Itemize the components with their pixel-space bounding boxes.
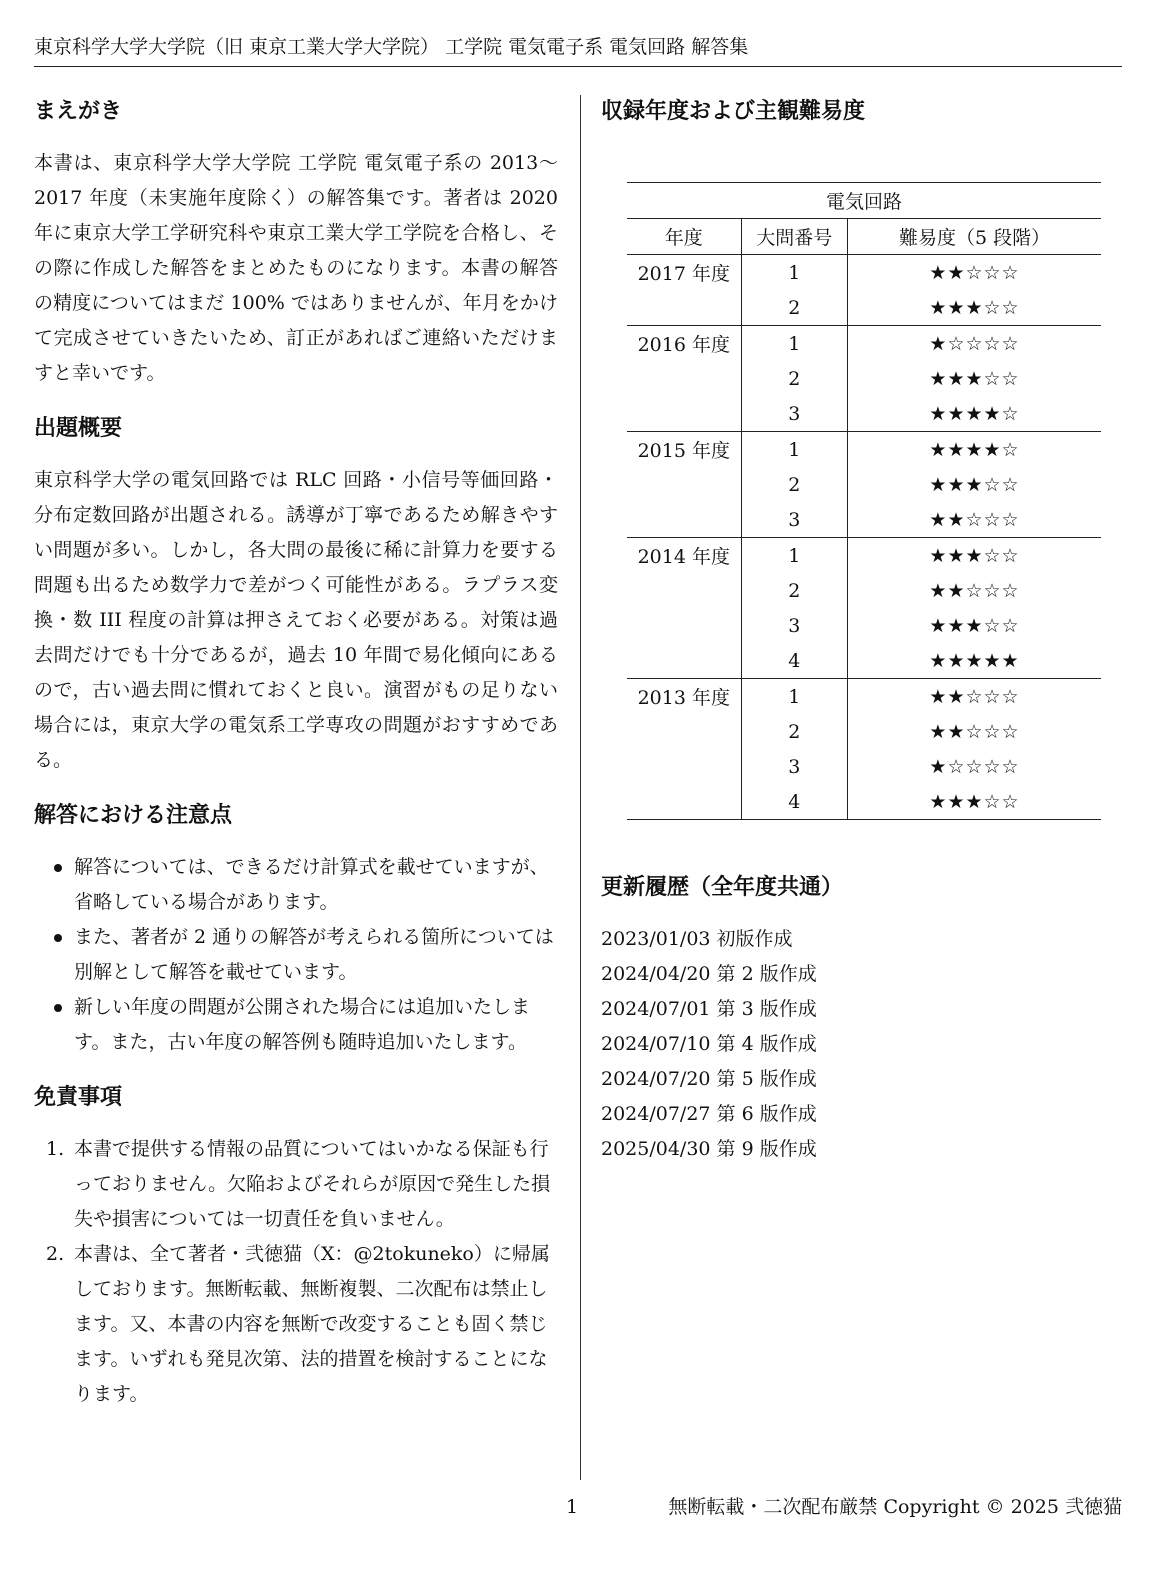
number-cell: 1	[741, 432, 847, 468]
number-cell: 3	[741, 502, 847, 538]
table-row	[627, 326, 1101, 362]
star-rating: ★★★★★	[848, 643, 1101, 679]
table-row	[627, 502, 1101, 538]
table-row	[627, 361, 1101, 396]
list-item	[34, 1132, 558, 1237]
table-row	[627, 608, 1101, 643]
history-list	[601, 922, 1121, 1167]
year-cell	[627, 502, 741, 538]
note-text: 新しい年度の問題が公開された場合には追加いたします。また，古い年度の解答例も随時追加いたします。	[74, 996, 531, 1053]
preface-text: 本書は、東京科学大学大学院 工学院 電気電子系の 2013〜2017 年度（未実施年度除く）の解答集です。著者は 2020 年に東京大学工学研究科や東京工業大学工学院を合格し、その際に作成した解答をまとめたものになります。本書の解答の精度についてはまだ 100% ではありませんが、年月をかけて完成させていきたいため、訂正があればご連絡いただけますと幸いです。	[34, 152, 558, 384]
list-item: 2024/07/20 第 5 版作成	[601, 1068, 817, 1090]
number-cell: 1	[741, 255, 847, 291]
number-cell: 3	[741, 396, 847, 432]
overview-heading: 出題概要	[34, 416, 123, 441]
table-caption: 電気回路	[627, 183, 1101, 219]
number-cell: 2	[741, 467, 847, 502]
number-cell: 4	[741, 784, 847, 820]
preface-heading: まえがき	[34, 99, 123, 124]
year-cell: 2015 年度	[627, 432, 741, 468]
difficulty-table	[627, 182, 1101, 820]
star-rating: ★★☆☆☆	[848, 502, 1101, 538]
list-item	[34, 920, 558, 990]
year-cell: 2014 年度	[627, 538, 741, 574]
item-number: 1.	[46, 1138, 65, 1160]
year-cell	[627, 784, 741, 820]
star-rating: ★★☆☆☆	[929, 579, 1020, 602]
star-rating: ★★★☆☆	[929, 544, 1020, 567]
number-cell: 2	[741, 290, 847, 326]
list-item	[34, 1237, 558, 1412]
list-item: 2024/07/10 第 4 版作成	[601, 1033, 817, 1055]
note-text: 解答については、できるだけ計算式を載せていますが、省略している場合があります。	[74, 856, 549, 913]
year-cell: 2013 年度	[627, 679, 741, 715]
right-column	[601, 92, 1121, 1167]
star-rating: ★★☆☆☆	[929, 720, 1020, 743]
left-column	[34, 92, 558, 1412]
bullet-icon	[54, 1004, 62, 1012]
year-cell: 2017 年度	[627, 255, 741, 291]
table-row	[627, 467, 1101, 502]
disclaimer-text: 本書で提供する情報の品質についてはいかなる保証も行っておりません。欠陥およびそれらが原因で発生した損失や損害については一切責任を負いません。	[74, 1138, 551, 1230]
number-cell: 1	[741, 326, 847, 362]
year-cell	[627, 396, 741, 432]
notes-list	[34, 850, 558, 1060]
table-row	[627, 396, 1101, 432]
page-header: 東京科学大学大学院（旧 東京工業大学大学院） 工学院 電気電子系 電気回路 解答集	[34, 34, 1122, 67]
column-divider	[580, 95, 581, 1480]
year-cell	[627, 467, 741, 502]
difficulty-heading: 収録年度および主観難易度	[601, 99, 866, 124]
list-item	[34, 850, 558, 920]
note-text: また、著者が 2 通りの解答が考えられる箇所については別解として解答を載せています。	[74, 926, 554, 983]
list-item: 2024/04/20 第 2 版作成	[601, 963, 817, 985]
table-row	[627, 290, 1101, 326]
star-rating: ★☆☆☆☆	[929, 332, 1020, 355]
table-row	[627, 784, 1101, 820]
table-row	[627, 714, 1101, 749]
list-item	[34, 990, 558, 1060]
year-cell	[627, 749, 741, 784]
star-rating: ★★★☆☆	[929, 614, 1020, 637]
list-item: 2025/04/30 第 9 版作成	[601, 1138, 817, 1160]
bullet-icon	[54, 864, 62, 872]
disclaimer-list	[34, 1132, 558, 1412]
page-number: 1	[566, 1496, 579, 1518]
table-row	[627, 573, 1101, 608]
star-rating: ★★★☆☆	[929, 473, 1020, 496]
star-rating: ★★☆☆☆	[929, 685, 1020, 708]
star-rating: ★☆☆☆☆	[929, 755, 1020, 778]
item-number: 2.	[46, 1243, 65, 1265]
disclaimer-text: 本書は、全て著者・弐徳猫（X：@2tokuneko）に帰属しております。無断転載、無断複製、二次配布は禁止します。又、本書の内容を無断で改変することも固く禁じます。いずれも発見次第、法的措置を検討することになります。	[74, 1243, 550, 1405]
table-row	[627, 749, 1101, 784]
number-cell: 2	[741, 714, 847, 749]
list-item: 2024/07/27 第 6 版作成	[601, 1103, 817, 1125]
bullet-icon	[54, 934, 62, 942]
number-cell: 2	[741, 573, 847, 608]
star-rating: ★★★★☆	[848, 396, 1101, 432]
table-row	[627, 255, 1101, 291]
number-cell: 1	[741, 679, 847, 715]
disclaimer-heading: 免責事項	[34, 1085, 123, 1110]
column-header-number: 大問番号	[741, 219, 847, 255]
overview-text: 東京科学大学の電気回路では RLC 回路・小信号等価回路・分布定数回路が出題される。誘導が丁寧であるため解きやすい問題が多い。しかし，各大問の最後に稀に計算力を要する問題も出るため数学力で差がつく可能性がある。ラプラス変換・数 III 程度の計算は押さえておく必要がある。対策は過去問だけでも十分であるが，過去 10 年間で易化傾向にあるので，古い過去問に慣れておくと良い。演習がもの足りない場合には，東京大学の電気系工学専攻の問題がおすすめである。	[34, 469, 558, 771]
star-rating: ★★★☆☆	[929, 367, 1020, 390]
column-header-year: 年度	[627, 219, 741, 255]
list-item: 2024/07/01 第 3 版作成	[601, 998, 817, 1020]
list-item: 2023/01/03 初版作成	[601, 928, 793, 950]
year-cell	[627, 714, 741, 749]
number-cell: 3	[741, 749, 847, 784]
year-cell: 2016 年度	[627, 326, 741, 362]
column-header-difficulty: 難易度（5 段階）	[848, 219, 1101, 255]
number-cell: 3	[741, 608, 847, 643]
table-row	[627, 432, 1101, 468]
star-rating: ★★★★☆	[929, 438, 1020, 461]
copyright-notice: 無断転載・二次配布厳禁 Copyright © 2025 弐徳猫	[668, 1496, 1122, 1518]
number-cell: 1	[741, 538, 847, 574]
year-cell	[627, 643, 741, 679]
notes-heading: 解答における注意点	[34, 803, 233, 828]
table-row	[627, 679, 1101, 715]
number-cell: 2	[741, 361, 847, 396]
number-cell: 4	[741, 643, 847, 679]
year-cell	[627, 361, 741, 396]
star-rating: ★★☆☆☆	[929, 261, 1020, 284]
table-row	[627, 643, 1101, 679]
star-rating: ★★★☆☆	[848, 784, 1101, 820]
history-heading: 更新履歴（全年度共通）	[601, 875, 844, 900]
year-cell	[627, 290, 741, 326]
star-rating: ★★★☆☆	[848, 290, 1101, 326]
table-row	[627, 538, 1101, 574]
year-cell	[627, 608, 741, 643]
year-cell	[627, 573, 741, 608]
